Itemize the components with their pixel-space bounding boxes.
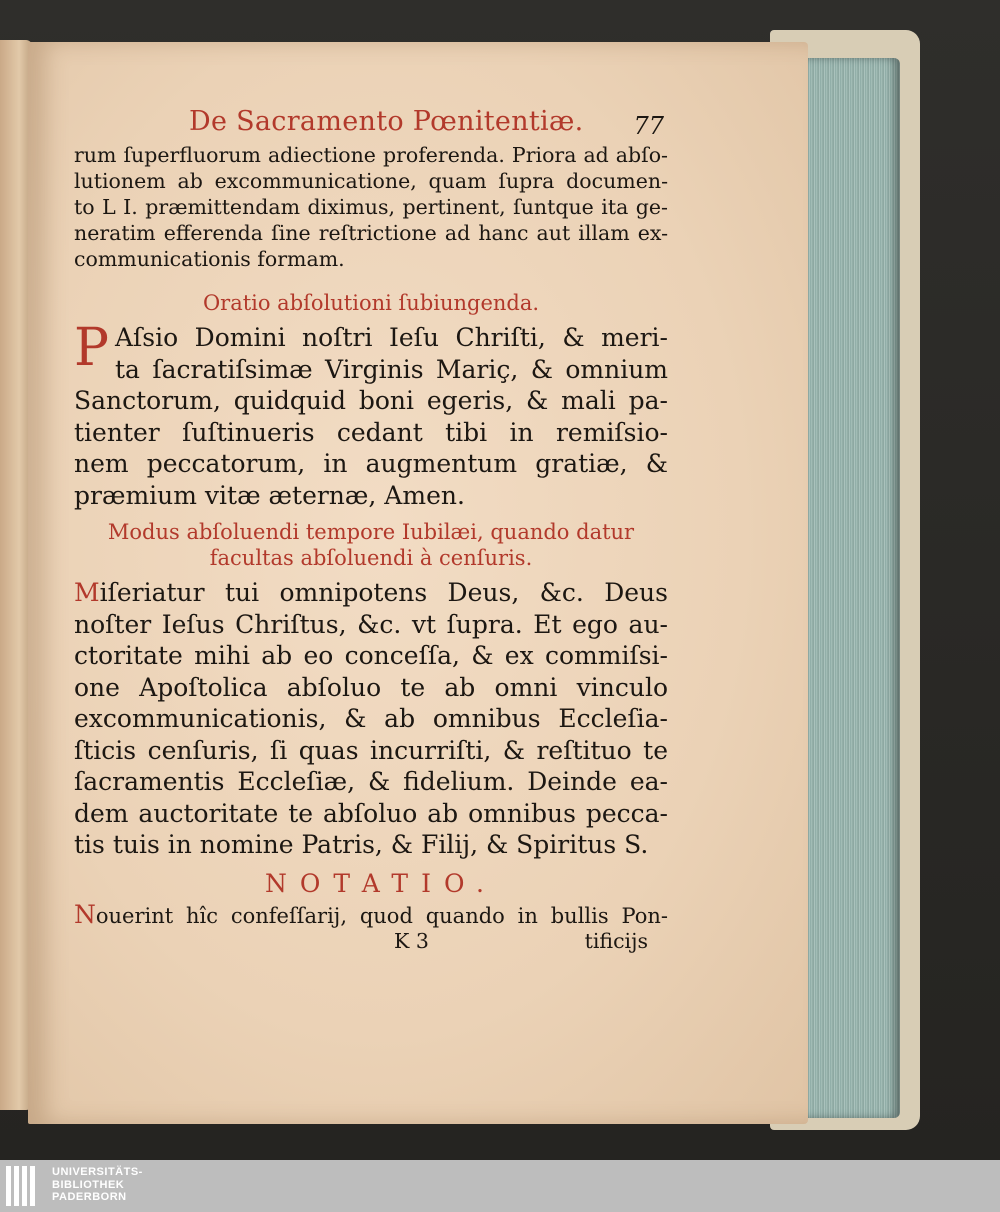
library-name-line: PADERBORN [52, 1191, 127, 1203]
text-line: one Apoſtolica abſoluo te ab omni vinculo [74, 672, 668, 702]
signature-mark: K 3 [394, 928, 429, 953]
notatio-heading: NOTATIO. [265, 868, 497, 898]
drop-cap: P [74, 318, 109, 378]
text-line: ctoritate mihi ab eo conceſſa, & ex commiſsi- [74, 641, 668, 670]
running-header [74, 106, 668, 142]
catchword: tificijs [584, 928, 648, 953]
text-line: Aſsio Domini noſtri Ieſu Chriſti, & meri- [115, 323, 668, 352]
line-text: iſeriatur tui omnipotens Deus, &c. Deus [99, 578, 668, 607]
text-line: ſacramentis Eccleſiæ, & fidelium. Deinde ea- [74, 767, 668, 796]
intro-paragraph [74, 142, 668, 272]
notatio-paragraph [74, 899, 668, 929]
heading-line: Modus abſoluendi tempore Iubilæi, quando datur [107, 520, 635, 544]
text-line: nem peccatorum, in augmentum gratiæ, & [74, 449, 668, 478]
text-line: ta ſacratiſsimæ Virginis Mariç, & omnium [115, 354, 668, 384]
text-line: præmium vitæ æternæ, Amen. [74, 480, 465, 510]
text-line [74, 899, 668, 929]
page-number: 77 [633, 112, 664, 140]
library-footer-bar [0, 1160, 1000, 1212]
page-content [74, 106, 668, 959]
text-line: lutionem ab excommunicatione, quam ſupra documen- [74, 169, 668, 193]
text-line: ſticis cenſuris, ſi quas incurriſti, & reſtituo te [74, 735, 668, 765]
modus-heading [74, 519, 668, 571]
text-line: excommunicationis, & ab omnibus Eccleſia- [74, 704, 668, 733]
modus-paragraph [74, 577, 668, 861]
text-line: tis tuis in nomine Patris, & Filij, & Spiritus S. [74, 830, 649, 859]
initial-letter: M [74, 578, 100, 607]
line-text: ouerint hîc confeſſarij, quod quando in bullis Pon- [95, 903, 668, 928]
oratio-heading: Oratio abſolutioni ſubiungenda. [202, 291, 540, 315]
initial-letter: N [74, 899, 96, 929]
text-line [74, 577, 668, 609]
running-title: De Sacramento Pœnitentiæ. [189, 106, 584, 137]
text-line: to L I. præmittendam diximus, pertinent, ſuntque ita ge- [74, 195, 668, 219]
text-line: tienter ſuſtinueris cedant tibi in remiſsio- [74, 417, 668, 447]
text-line: communicationis formam. [74, 247, 345, 271]
text-line: noſter Ieſus Chriſtus, &c. vt ſupra. Et ego au- [74, 609, 668, 639]
oratio-paragraph [74, 318, 668, 511]
text-line: neratim efferenda ſine reſtrictione ad hanc aut illam ex- [74, 221, 668, 245]
library-name [52, 1166, 143, 1204]
text-line: Sanctorum, quidquid boni egeris, & mali pa- [74, 386, 668, 415]
text-line: dem auctoritate te abſoluo ab omnibus pecca- [74, 798, 668, 828]
heading-line: facultas abſoluendi à cenſuris. [209, 546, 533, 570]
library-name-line: BIBLIOTHEK [52, 1178, 125, 1191]
text-line: rum ſuperfluorum adiectione proferenda. Priora ad abſo- [74, 143, 668, 167]
library-name-line: UNIVERSITÄTS- [52, 1166, 143, 1178]
signature-line [74, 929, 668, 959]
library-logo-icon [6, 1166, 46, 1206]
